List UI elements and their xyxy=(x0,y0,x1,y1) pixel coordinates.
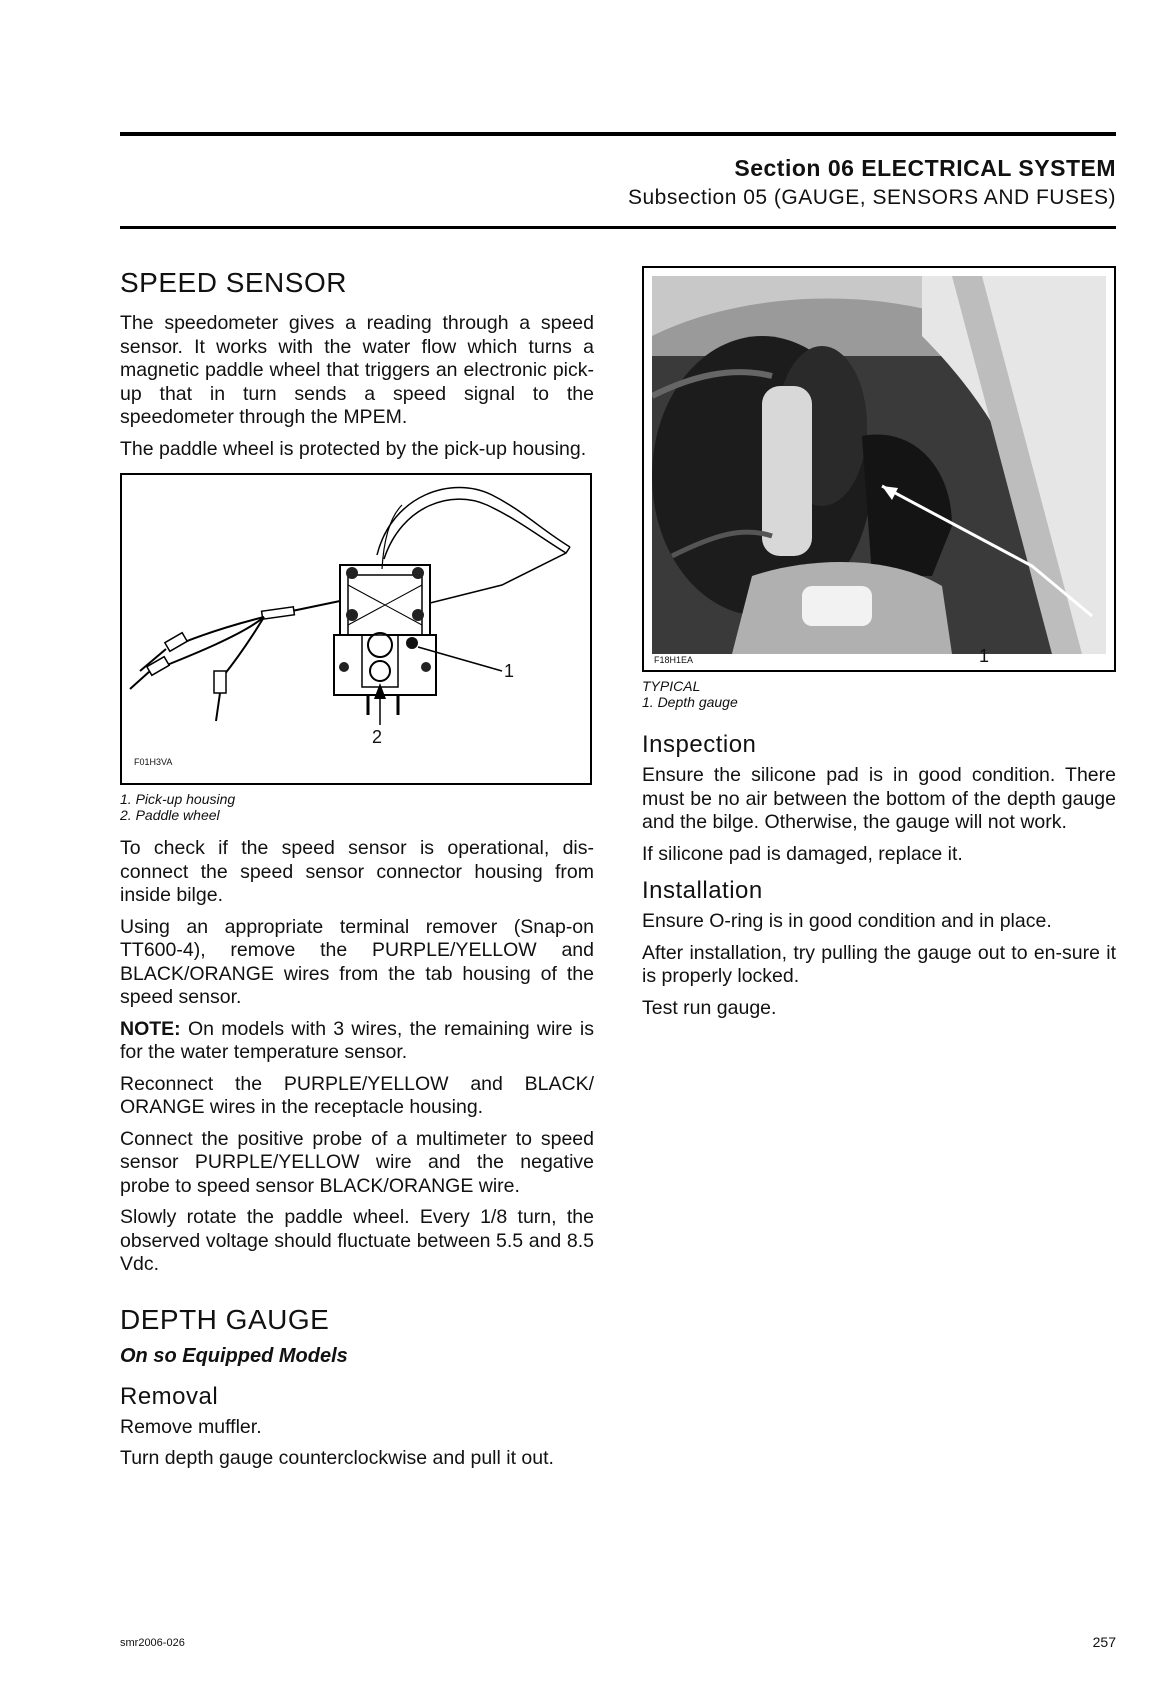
rotate-paddle-text: Slowly rotate the paddle wheel. Every 1/8 turn, the observed voltage should fluctuate between 5.5 and 8.5 Vdc. xyxy=(120,1206,594,1275)
note-label: NOTE: xyxy=(120,1017,181,1040)
section-title: Section 06 ELECTRICAL SYSTEM xyxy=(734,155,1116,181)
speed-sensor-heading: SPEED SENSOR xyxy=(120,267,347,298)
inspection-heading: Inspection xyxy=(642,731,757,758)
figure-code: F01H3VA xyxy=(134,757,173,767)
note-paragraph xyxy=(120,1018,594,1065)
depth-gauge-photo-image xyxy=(652,276,1106,654)
footer-page-number: 257 xyxy=(1092,1634,1116,1650)
footer-doc-code: smr2006-026 xyxy=(120,1637,185,1649)
installation-text-2: After installation, try pulling the gauge out to en-sure it is properly locked. xyxy=(642,941,1116,987)
speed-sensor-intro: The speedometer gives a reading through a speed sensor. It works with the water flow which turns a magnetic paddle wheel that triggers an electronic pick-up that in turn sends a speed signal to the speedometer through the MPEM. xyxy=(120,312,594,428)
left-column xyxy=(120,266,594,1479)
photo-legend xyxy=(642,678,1116,710)
check-operational-text: To check if the speed sensor is operational, dis-connect the speed sensor connector housing from inside bilge. xyxy=(120,837,594,906)
depth-gauge-subtitle: On so Equipped Models xyxy=(120,1344,348,1367)
note-text: On models with 3 wires, the remaining wire is for the water temperature sensor. xyxy=(120,1017,594,1063)
header-bottom-rule xyxy=(120,226,1116,229)
photo-callout-1: 1 xyxy=(979,646,990,666)
paddle-wheel-text: The paddle wheel is protected by the pick-up housing. xyxy=(120,437,587,460)
right-column xyxy=(642,266,1116,1028)
photo-caption-title: TYPICAL xyxy=(642,678,701,694)
inspection-text-1: Ensure the silicone pad is in good condition. There must be no air between the bottom of the depth gauge and the bilge. Otherwise, the gauge will not work. xyxy=(642,764,1116,833)
speed-sensor-illustration xyxy=(122,475,590,783)
legend-item-1: 1. Pick-up housing xyxy=(120,791,236,807)
figure-callout-2: 2 xyxy=(372,727,383,747)
installation-text-1: Ensure O-ring is in good condition and in place. xyxy=(642,910,1052,932)
inspection-text-2: If silicone pad is damaged, replace it. xyxy=(642,842,963,865)
removal-step-1: Remove muffler. xyxy=(120,1415,262,1438)
installation-text-3: Test run gauge. xyxy=(642,996,777,1019)
speed-sensor-figure xyxy=(120,473,592,785)
subsection-title: Subsection 05 (GAUGE, SENSORS AND FUSES) xyxy=(628,186,1116,209)
installation-heading: Installation xyxy=(642,877,763,904)
removal-heading: Removal xyxy=(120,1382,219,1410)
legend-item-2: 2. Paddle wheel xyxy=(120,807,220,823)
photo-code: F18H1EA xyxy=(654,655,694,665)
depth-gauge-figure xyxy=(642,266,1116,672)
depth-gauge-photo xyxy=(652,276,1106,654)
terminal-remover-text: Using an appropriate terminal remover (Snap-on TT600-4), remove the PURPLE/YELLOW and BLACK/ORANGE wires from the tab housing of the speed sensor. xyxy=(120,915,594,1008)
depth-gauge-heading: DEPTH GAUGE xyxy=(120,1303,330,1335)
figure-callout-1: 1 xyxy=(504,661,515,681)
photo-legend-item-1: 1. Depth gauge xyxy=(642,694,738,710)
header-top-rule xyxy=(120,132,1116,136)
reconnect-text: Reconnect the PURPLE/YELLOW and BLACK/ ORANGE wires in the receptacle housing. xyxy=(120,1072,594,1118)
figure-legend xyxy=(120,791,594,823)
removal-step-2: Turn depth gauge counterclockwise and pull it out. xyxy=(120,1447,554,1469)
multimeter-text: Connect the positive probe of a multimeter to speed sensor PURPLE/YELLOW wire and the negative probe to speed sensor BLACK/ORANGE wire. xyxy=(120,1127,594,1197)
